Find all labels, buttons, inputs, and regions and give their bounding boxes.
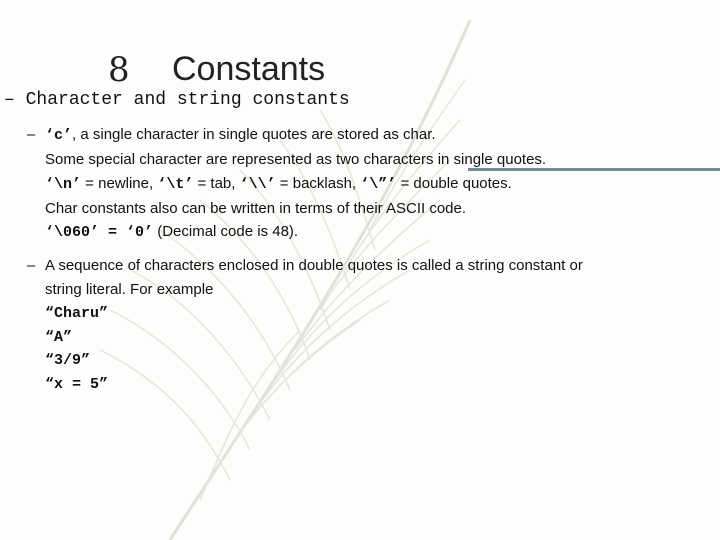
bullet1-line1 <box>45 126 436 144</box>
bullet1-line1-text: , a single character in single quotes are stored as char. <box>72 126 436 143</box>
newline-text: = newline, <box>81 175 158 192</box>
newline-code: ‘\n’ <box>45 176 82 193</box>
bullet1-line5 <box>45 223 298 241</box>
heading-dash: – <box>4 90 15 110</box>
string-example: “Charu” <box>45 305 109 322</box>
slide-title: Constants <box>172 50 326 88</box>
bullet2-line1: A sequence of characters enclosed in double quotes is called a string constant or <box>45 257 583 274</box>
char-literal-example: ‘c’ <box>45 127 73 144</box>
doublequote-text: = double quotes. <box>396 175 512 192</box>
string-example: “A” <box>45 329 73 346</box>
string-example: “3/9” <box>45 352 91 369</box>
tab-code: ‘\t’ <box>157 176 194 193</box>
bullet2-line2: string literal. For example <box>45 281 214 298</box>
bullet1-line3 <box>45 175 512 193</box>
backslash-text: = backlash, <box>275 175 361 192</box>
backslash-code: ‘\\’ <box>239 176 276 193</box>
bullet1-line4: Char constants also can be written in terms of their ASCII code. <box>45 200 467 217</box>
heading-text: Character and string constants <box>25 90 350 110</box>
bullet2-dash: – <box>27 257 36 274</box>
section-heading <box>4 90 350 110</box>
bullet1-line2: Some special character are represented as two characters in single quotes. <box>45 151 547 168</box>
accent-divider <box>468 168 720 171</box>
doublequote-code: ‘\”’ <box>360 176 397 193</box>
tab-text: = tab, <box>193 175 240 192</box>
string-example: “x = 5” <box>45 376 109 393</box>
bullet1-dash: – <box>27 126 36 143</box>
slide-number: 8 <box>108 50 130 90</box>
ascii-code-example: ‘\060’ = ‘0’ <box>45 224 154 241</box>
ascii-code-text: (Decimal code is 48). <box>153 223 299 240</box>
